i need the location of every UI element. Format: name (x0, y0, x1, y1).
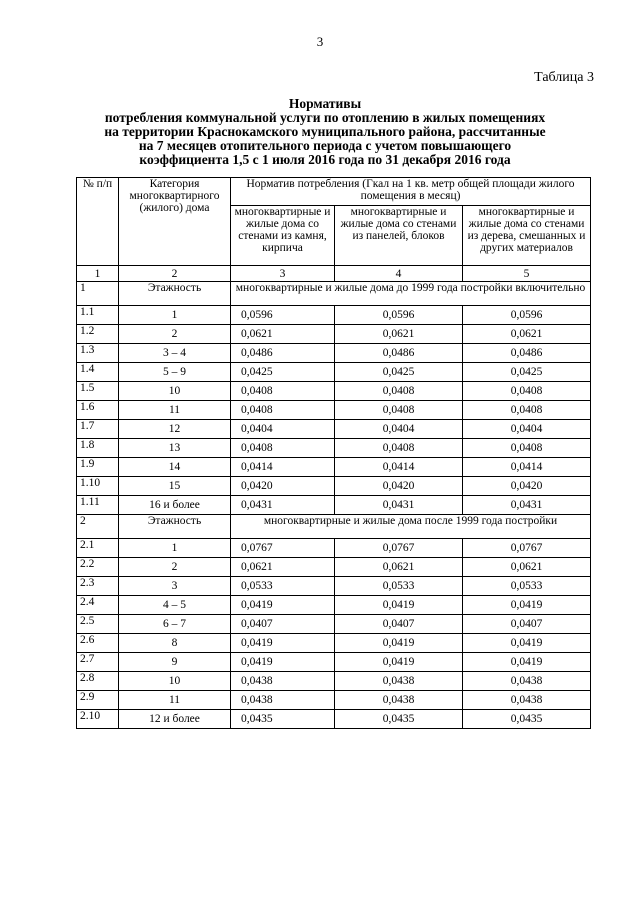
document-title (80, 97, 570, 167)
section-label: Этажность (119, 282, 231, 306)
table-row (77, 363, 591, 382)
table-row (77, 496, 591, 515)
value-stone: 0,0435 (231, 710, 335, 729)
value-panel: 0,0533 (335, 577, 463, 596)
row-number: 1.6 (77, 401, 119, 420)
row-floors: 11 (119, 401, 231, 420)
value-stone: 0,0408 (231, 439, 335, 458)
row-floors: 1 (119, 539, 231, 558)
table-row (77, 325, 591, 344)
value-wood: 0,0419 (463, 634, 591, 653)
row-number: 1.9 (77, 458, 119, 477)
row-floors: 10 (119, 382, 231, 401)
table-row (77, 634, 591, 653)
table-row (77, 672, 591, 691)
value-stone: 0,0533 (231, 577, 335, 596)
table-row (77, 420, 591, 439)
table-body (77, 282, 591, 729)
value-wood: 0,0414 (463, 458, 591, 477)
row-floors: 3 – 4 (119, 344, 231, 363)
table-row (77, 539, 591, 558)
value-wood: 0,0621 (463, 325, 591, 344)
value-panel: 0,0419 (335, 596, 463, 615)
section-label: Этажность (119, 515, 231, 539)
row-floors: 8 (119, 634, 231, 653)
title-line: на 7 месяцев отопительного периода с учетом повышающего (138, 138, 512, 153)
section-number: 1 (77, 282, 119, 306)
title-line: коэффициента 1,5 с 1 июля 2016 года по 31 декабря 2016 года (139, 152, 511, 167)
value-stone: 0,0420 (231, 477, 335, 496)
value-stone: 0,0767 (231, 539, 335, 558)
value-panel: 0,0420 (335, 477, 463, 496)
value-panel: 0,0438 (335, 691, 463, 710)
value-panel: 0,0408 (335, 382, 463, 401)
row-number: 2.2 (77, 558, 119, 577)
value-stone: 0,0414 (231, 458, 335, 477)
table-row (77, 596, 591, 615)
row-floors: 14 (119, 458, 231, 477)
header-num: № п/п (77, 178, 119, 266)
value-wood: 0,0404 (463, 420, 591, 439)
value-stone: 0,0419 (231, 596, 335, 615)
value-panel: 0,0419 (335, 653, 463, 672)
row-number: 1.8 (77, 439, 119, 458)
row-number: 1.5 (77, 382, 119, 401)
value-wood: 0,0438 (463, 672, 591, 691)
row-floors: 12 и более (119, 710, 231, 729)
value-wood: 0,0408 (463, 439, 591, 458)
value-panel: 0,0621 (335, 325, 463, 344)
column-number-row (77, 266, 591, 282)
table-row (77, 558, 591, 577)
value-stone: 0,0621 (231, 558, 335, 577)
value-panel: 0,0621 (335, 558, 463, 577)
row-floors: 3 (119, 577, 231, 596)
row-floors: 10 (119, 672, 231, 691)
value-stone: 0,0407 (231, 615, 335, 634)
row-number: 2.7 (77, 653, 119, 672)
value-wood: 0,0621 (463, 558, 591, 577)
header-sub-stone: многоквартирные и жилые дома со стенами из камня, кирпича (231, 206, 335, 266)
table-row (77, 615, 591, 634)
table-row (77, 691, 591, 710)
header-sub-panel: многоквартирные и жилые дома со стенами из панелей, блоков (335, 206, 463, 266)
table-row (77, 306, 591, 325)
table-row (77, 344, 591, 363)
table-row (77, 382, 591, 401)
value-panel: 0,0408 (335, 401, 463, 420)
row-floors: 4 – 5 (119, 596, 231, 615)
header-category: Категория многоквартирного (жилого) дома (119, 178, 231, 266)
column-number: 3 (231, 266, 335, 282)
column-number: 1 (77, 266, 119, 282)
table-header (77, 178, 591, 282)
value-panel: 0,0596 (335, 306, 463, 325)
row-floors: 13 (119, 439, 231, 458)
value-stone: 0,0419 (231, 634, 335, 653)
row-floors: 16 и более (119, 496, 231, 515)
value-panel: 0,0414 (335, 458, 463, 477)
row-floors: 11 (119, 691, 231, 710)
row-number: 2.1 (77, 539, 119, 558)
column-number: 4 (335, 266, 463, 282)
row-number: 2.8 (77, 672, 119, 691)
row-floors: 12 (119, 420, 231, 439)
value-wood: 0,0596 (463, 306, 591, 325)
table-row (77, 653, 591, 672)
value-wood: 0,0408 (463, 382, 591, 401)
value-wood: 0,0767 (463, 539, 591, 558)
row-floors: 2 (119, 558, 231, 577)
value-panel: 0,0767 (335, 539, 463, 558)
row-number: 2.4 (77, 596, 119, 615)
row-floors: 1 (119, 306, 231, 325)
table-row (77, 401, 591, 420)
table-row (77, 577, 591, 596)
row-floors: 6 – 7 (119, 615, 231, 634)
row-number: 2.3 (77, 577, 119, 596)
row-number: 2.10 (77, 710, 119, 729)
value-stone: 0,0438 (231, 691, 335, 710)
section-row (77, 515, 591, 539)
value-wood: 0,0419 (463, 596, 591, 615)
value-stone: 0,0408 (231, 382, 335, 401)
value-stone: 0,0486 (231, 344, 335, 363)
title-line: на территории Краснокамского муниципального района, рассчитанные (104, 124, 546, 139)
header-norm: Норматив потребления (Гкал на 1 кв. метр общей площади жилого помещения в месяц) (231, 178, 591, 206)
row-number: 2.6 (77, 634, 119, 653)
value-wood: 0,0438 (463, 691, 591, 710)
table-label: Таблица 3 (534, 70, 594, 85)
row-floors: 2 (119, 325, 231, 344)
value-wood: 0,0486 (463, 344, 591, 363)
value-stone: 0,0438 (231, 672, 335, 691)
value-wood: 0,0425 (463, 363, 591, 382)
value-panel: 0,0408 (335, 439, 463, 458)
value-wood: 0,0408 (463, 401, 591, 420)
value-panel: 0,0486 (335, 344, 463, 363)
section-description: многоквартирные и жилые дома до 1999 года постройки включительно (231, 282, 591, 306)
value-panel: 0,0419 (335, 634, 463, 653)
row-number: 2.9 (77, 691, 119, 710)
row-floors: 9 (119, 653, 231, 672)
row-number: 1.4 (77, 363, 119, 382)
table-row (77, 439, 591, 458)
section-description: многоквартирные и жилые дома после 1999 года постройки (231, 515, 591, 539)
value-wood: 0,0407 (463, 615, 591, 634)
page-number: 3 (316, 34, 324, 49)
table-row (77, 710, 591, 729)
norms-table (76, 177, 591, 729)
header-sub-wood: многоквартирные и жилые дома со стенами из дерева, смешанных и других материалов (463, 206, 591, 266)
value-stone: 0,0419 (231, 653, 335, 672)
value-panel: 0,0425 (335, 363, 463, 382)
value-wood: 0,0420 (463, 477, 591, 496)
column-number: 5 (463, 266, 591, 282)
table-row (77, 477, 591, 496)
row-number: 1.10 (77, 477, 119, 496)
value-stone: 0,0596 (231, 306, 335, 325)
section-row (77, 282, 591, 306)
table-row (77, 458, 591, 477)
value-stone: 0,0404 (231, 420, 335, 439)
row-floors: 15 (119, 477, 231, 496)
row-floors: 5 – 9 (119, 363, 231, 382)
value-panel: 0,0435 (335, 710, 463, 729)
value-wood: 0,0533 (463, 577, 591, 596)
title-line: потребления коммунальной услуги по отоплению в жилых помещениях (104, 110, 546, 125)
value-stone: 0,0431 (231, 496, 335, 515)
value-stone: 0,0425 (231, 363, 335, 382)
value-panel: 0,0438 (335, 672, 463, 691)
section-number: 2 (77, 515, 119, 539)
row-number: 1.2 (77, 325, 119, 344)
row-number: 1.1 (77, 306, 119, 325)
value-stone: 0,0621 (231, 325, 335, 344)
value-panel: 0,0404 (335, 420, 463, 439)
value-wood: 0,0435 (463, 710, 591, 729)
row-number: 1.7 (77, 420, 119, 439)
value-panel: 0,0431 (335, 496, 463, 515)
row-number: 1.11 (77, 496, 119, 515)
row-number: 1.3 (77, 344, 119, 363)
title-line: Нормативы (288, 96, 362, 111)
value-wood: 0,0419 (463, 653, 591, 672)
value-panel: 0,0407 (335, 615, 463, 634)
column-number: 2 (119, 266, 231, 282)
value-wood: 0,0431 (463, 496, 591, 515)
row-number: 2.5 (77, 615, 119, 634)
value-stone: 0,0408 (231, 401, 335, 420)
